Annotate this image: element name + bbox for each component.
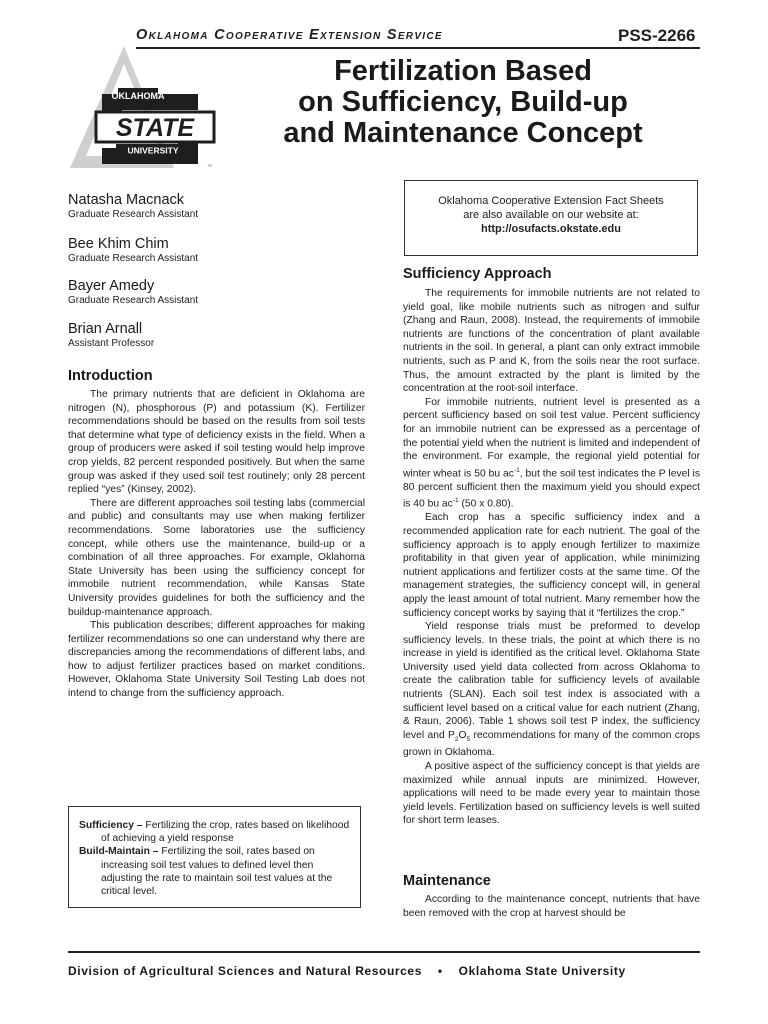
author-name: Bayer Amedy [68, 278, 155, 294]
superscript: -1 [513, 466, 520, 474]
fact-sheet-line: Oklahoma Cooperative Extension Fact Sheets [438, 195, 664, 207]
logo-text-university: UNIVERSITY [127, 145, 179, 156]
author-role: Assistant Professor [68, 338, 155, 349]
definition-term: Build-Maintain – [79, 846, 159, 858]
introduction-paragraph: This publication describes; different approaches for making fertilizer recommendations so one can understand why there are discrepancies among the recommendations of different labs, and how to adjust fertilizer practices based on market conditions. However, Oklahoma State University Soil Testing Lab does not intend to change from the sufficiency approach. [68, 620, 365, 700]
maintenance-body [403, 893, 700, 920]
footer-division: Division of Agricultural Sciences and Natural Resources [68, 964, 422, 978]
fact-sheet-box [404, 180, 698, 256]
title-line-1: Fertilization Based [334, 55, 592, 87]
definition-item [79, 819, 350, 845]
maintenance-heading: Maintenance [403, 873, 491, 889]
osu-logo [62, 46, 220, 174]
sufficiency-paragraph: The requirements for immobile nutrients are not related to yield goal, like mobile nutrients such as nitrogen and sulfur (Zhang and Raun, 2008). Instead, the requirements of immobile nutrients are functions of the concentration of plant available nutrients in the soil. In general, a plant can only extract immobile nutrients, such as P and K, from the soils near the root surface. Thus, the amount extracted by the plant is limited by the concentration at the root-soil interface. [403, 288, 700, 395]
logo-text-state: STATE [115, 114, 195, 142]
footer [68, 964, 700, 978]
fact-sheet-url-link[interactable]: http://osufacts.okstate.edu [481, 223, 621, 235]
sufficiency-paragraph [403, 396, 700, 512]
author-name: Natasha Macnack [68, 192, 185, 208]
author-role: Graduate Research Assistant [68, 253, 199, 264]
sufficiency-heading: Sufficiency Approach [403, 266, 552, 282]
definition-term: Sufficiency – [79, 820, 143, 831]
definition-item [79, 845, 350, 898]
paragraph-text: recommendations for many of the common crops grown in Oklahoma. [403, 729, 700, 759]
title-line-2: on Sufficiency, Build-up [298, 86, 628, 118]
definition-text: Fertilizing the soil, rates based on increasing soil test values to defined level then adjusting the rate to maintain soil test values at the critical level. [101, 846, 333, 898]
author-role: Graduate Research Assistant [68, 295, 199, 306]
paragraph-text: Yield response trials must be preformed to develop sufficiency levels. In these trials, the point at which there is no increase in yield is identified as the critical level. Oklahoma State University used yield data collected from across Oklahoma to create the calibration table for sufficiency levels of available nutrients (SLAN). Each soil test index is associated with a sufficient level based on a critical value for each nutrient (Zhang, & Raun, 2006). Table 1 shows soil test P index, the sufficiency level and P [403, 621, 700, 741]
superscript: -1 [452, 497, 459, 505]
footer-rule [68, 951, 700, 953]
introduction-paragraph: There are different approaches soil testing labs (commercial and public) and consultants may use when making fertilizer recommendations. Some laboratories use the sufficiency concept, while others use the maintenance, build-up or a combination of all three approaches. For example, Oklahoma State University has been using the sufficiency concept for immobile nutrient recommendation, while Kansas State University provides guidelines for both the sufficiency and the buildup-maintenance approach. [68, 497, 365, 618]
sufficiency-paragraph: A positive aspect of the sufficiency concept is that yields are maximized while annual inputs are minimized. However, applications will need to be made every year to maintain those yield levels. Fertilization based on sufficiency levels is well suited for short term leases. [403, 761, 700, 827]
introduction-body [68, 388, 365, 701]
fact-sheet-line: are also available on our website at: [463, 209, 639, 221]
subscript: 2 [454, 735, 459, 743]
paragraph-text: (50 x 0.80). [458, 498, 514, 510]
author-block [68, 278, 198, 306]
author-name: Bee Khim Chim [68, 236, 169, 252]
author-name: Brian Arnall [68, 321, 143, 337]
logo-trademark: ™ [207, 164, 212, 170]
publication-number: PSS-2266 [618, 26, 696, 45]
logo-text-oklahoma: OKLAHOMA [111, 91, 165, 101]
footer-university: Oklahoma State University [458, 964, 626, 978]
sufficiency-body [403, 287, 700, 828]
author-block [68, 192, 198, 220]
author-role: Graduate Research Assistant [68, 209, 199, 220]
maintenance-paragraph: According to the maintenance concept, nutrients that have been removed with the crop at harvest should be [403, 894, 700, 919]
document-title [232, 56, 694, 149]
paragraph-text: For immobile nutrients, nutrient level is presented as a percent sufficiency based on soil test value. Percent sufficiency for an immobile nutrient can be expressed as a percentage of the potential yield when the nutrient is limited and independent of the environment. For example, the regional yield potential for winter wheat is 50 bu ac [403, 396, 700, 480]
author-block [68, 321, 154, 349]
introduction-heading: Introduction [68, 368, 153, 384]
author-block [68, 236, 198, 264]
paragraph-text: O [458, 729, 467, 741]
definitions-box [68, 806, 361, 908]
header-rule [136, 47, 700, 49]
introduction-paragraph: The primary nutrients that are deficient in Oklahoma are nitrogen (N), phosphorous (P) and potassium (K). Fertilizer recommendations should be based on the results from soil tests that determine what type of deficiency exists in the field. When a group of producers were asked if soil testing would help improve crop yields, 82 percent responded positively. But when the same group was asked if they used soil test routinely; only 28 percent replied “yes” (Kinsey, 2002). [68, 389, 365, 496]
paragraph-text: , but the soil test indicates the P level is 80 percent sufficient then the maximum yield you should expect is 40 bu ac [403, 468, 700, 510]
definition-text: Fertilizing the crop, rates based on likelihood of achieving a yield response [101, 820, 350, 845]
subscript: 5 [466, 735, 471, 743]
sufficiency-paragraph [403, 620, 700, 760]
sufficiency-paragraph: Each crop has a specific sufficiency index and a recommended application rate for each nutrient. The goal of the sufficiency approach is to apply enough fertilizer to maximize profitability in that given year of application, while minimizing nutrient applications and fertilizer costs at the same time. Of the management strategies, the sufficiency concept will, in general apply the least amount of total nutrient. Many remember how the sufficiency concept works by saying that it “fertilizes the crop.” [403, 512, 700, 619]
footer-bullet: • [437, 964, 443, 978]
title-line-3: and Maintenance Concept [283, 117, 643, 149]
extension-service-banner: Oklahoma Cooperative Extension Service [136, 27, 443, 43]
